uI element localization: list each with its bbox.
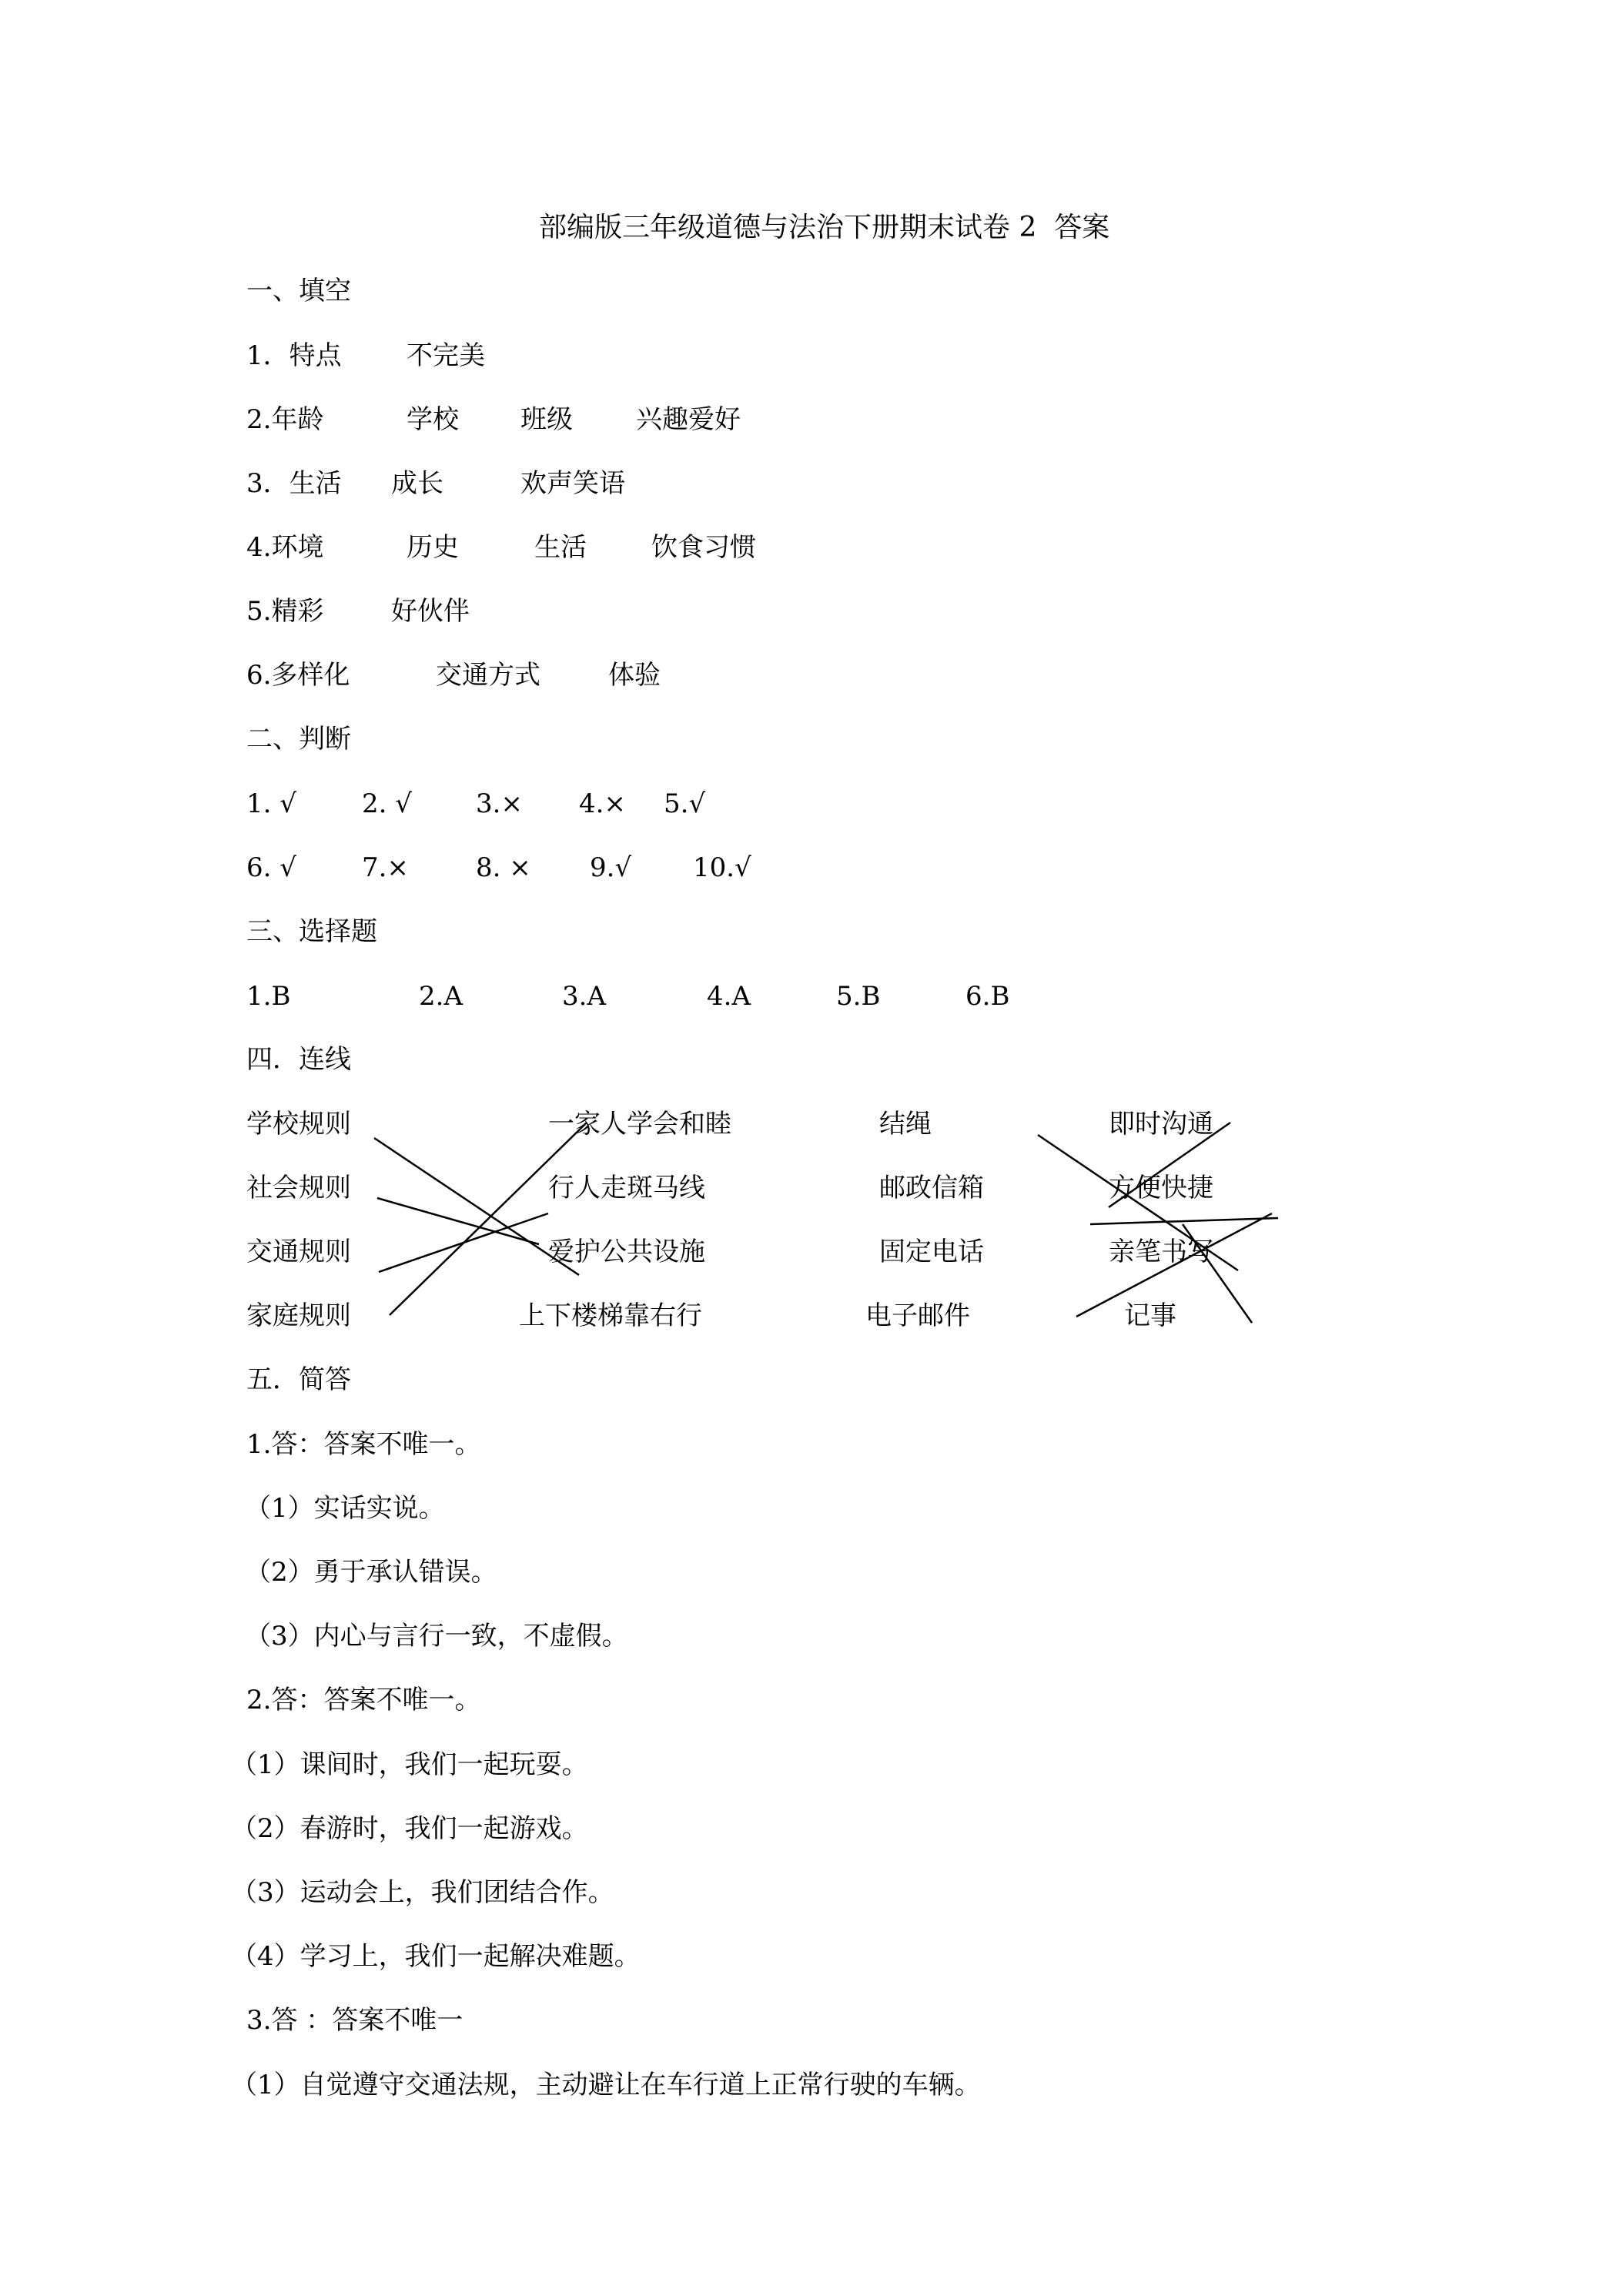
match-rule: 交通规则 xyxy=(246,1237,351,1267)
match-line xyxy=(1183,1224,1252,1323)
match-feature: 即时沟通 xyxy=(1109,1109,1213,1140)
judge-answer: 8. × xyxy=(476,852,531,883)
match-example: 一家人学会和睦 xyxy=(548,1109,731,1140)
match-example: 爱护公共设施 xyxy=(548,1237,705,1267)
match-rule: 家庭规则 xyxy=(246,1300,351,1331)
section-heading-fill-blank: 一、填空 xyxy=(246,276,351,306)
match-example: 行人走斑马线 xyxy=(548,1173,705,1203)
fill-answer: 6.多样化 xyxy=(246,660,350,691)
fill-answer: 体验 xyxy=(608,660,661,691)
judge-answer: 10.√ xyxy=(693,852,751,883)
page-title: 部编版三年级道德与法治下册期末试卷 2 答案 xyxy=(539,212,1110,243)
fill-answer: 历史 xyxy=(407,532,459,563)
fill-answer: 欢声笑语 xyxy=(520,468,625,499)
match-method: 邮政信箱 xyxy=(879,1173,984,1203)
answer-item: （4）学习上，我们一起解决难题。 xyxy=(231,1941,641,1972)
match-feature: 亲笔书写 xyxy=(1109,1237,1213,1267)
answer-head: 3.答 ：答案不唯一 xyxy=(246,2005,463,2036)
choice-answer: 1.B xyxy=(246,981,291,1012)
fill-answer: 兴趣爱好 xyxy=(636,404,741,435)
fill-answer: 生活 xyxy=(534,532,587,563)
answer-head: 1.答：答案不唯一。 xyxy=(246,1429,481,1460)
fill-answer: 1．特点 xyxy=(246,340,342,371)
answer-item: （2）春游时，我们一起游戏。 xyxy=(231,1813,588,1844)
section-heading-judge: 二、判断 xyxy=(246,724,351,755)
judge-answer: 2. √ xyxy=(362,788,412,819)
judge-answer: 1. √ xyxy=(246,788,296,819)
fill-answer: 好伙伴 xyxy=(391,596,470,627)
match-method: 结绳 xyxy=(879,1109,932,1140)
match-line xyxy=(390,1124,585,1315)
match-method: 固定电话 xyxy=(879,1237,984,1267)
judge-answer: 9.√ xyxy=(590,852,632,883)
fill-answer: 2.年龄 xyxy=(246,404,324,435)
answer-item: （2）勇于承认错误。 xyxy=(245,1557,497,1588)
match-line xyxy=(377,1198,539,1244)
fill-answer: 不完美 xyxy=(407,340,485,371)
section-heading-short-answer: 五．简答 xyxy=(246,1364,351,1395)
judge-answer: 3.× xyxy=(476,788,523,819)
choice-answer: 5.B xyxy=(836,981,881,1012)
judge-answer: 4.× xyxy=(579,788,626,819)
answer-head: 2.答：答案不唯一。 xyxy=(246,1685,481,1715)
match-feature: 方便快捷 xyxy=(1109,1173,1213,1203)
choice-answer: 6.B xyxy=(965,981,1010,1012)
answer-item: （1）自觉遵守交通法规，主动避让在车行道上正常行驶的车辆。 xyxy=(231,2070,981,2100)
fill-answer: 交通方式 xyxy=(436,660,540,691)
match-rule: 社会规则 xyxy=(246,1173,351,1203)
choice-answer: 2.A xyxy=(419,981,463,1012)
match-method: 电子邮件 xyxy=(865,1300,970,1331)
section-heading-matching: 四．连线 xyxy=(246,1044,351,1075)
fill-answer: 4.环境 xyxy=(246,532,324,563)
answer-item: （3）运动会上，我们团结合作。 xyxy=(231,1877,614,1908)
fill-answer: 5.精彩 xyxy=(246,596,324,627)
judge-answer: 6. √ xyxy=(246,852,296,883)
section-heading-choice: 三、选择题 xyxy=(246,916,377,947)
choice-answer: 4.A xyxy=(707,981,751,1012)
fill-answer: 成长 xyxy=(391,468,443,499)
match-line xyxy=(1076,1213,1272,1317)
answer-item: （1）实话实说。 xyxy=(245,1493,445,1524)
judge-answer: 5.√ xyxy=(664,788,706,819)
fill-answer: 3．生活 xyxy=(246,468,342,499)
answer-item: （1）课间时，我们一起玩耍。 xyxy=(231,1749,588,1780)
answer-item: （3）内心与言行一致，不虚假。 xyxy=(245,1621,628,1652)
match-feature: 记事 xyxy=(1124,1300,1176,1331)
judge-answer: 7.× xyxy=(362,852,409,883)
fill-answer: 学校 xyxy=(407,404,459,435)
match-line xyxy=(1038,1135,1238,1270)
match-example: 上下楼梯靠右行 xyxy=(519,1300,702,1331)
choice-answer: 3.A xyxy=(562,981,606,1012)
fill-answer: 班级 xyxy=(520,404,573,435)
fill-answer: 饮食习惯 xyxy=(651,532,756,563)
match-line xyxy=(1109,1123,1230,1207)
match-line xyxy=(1090,1218,1278,1224)
match-rule: 学校规则 xyxy=(246,1109,351,1140)
